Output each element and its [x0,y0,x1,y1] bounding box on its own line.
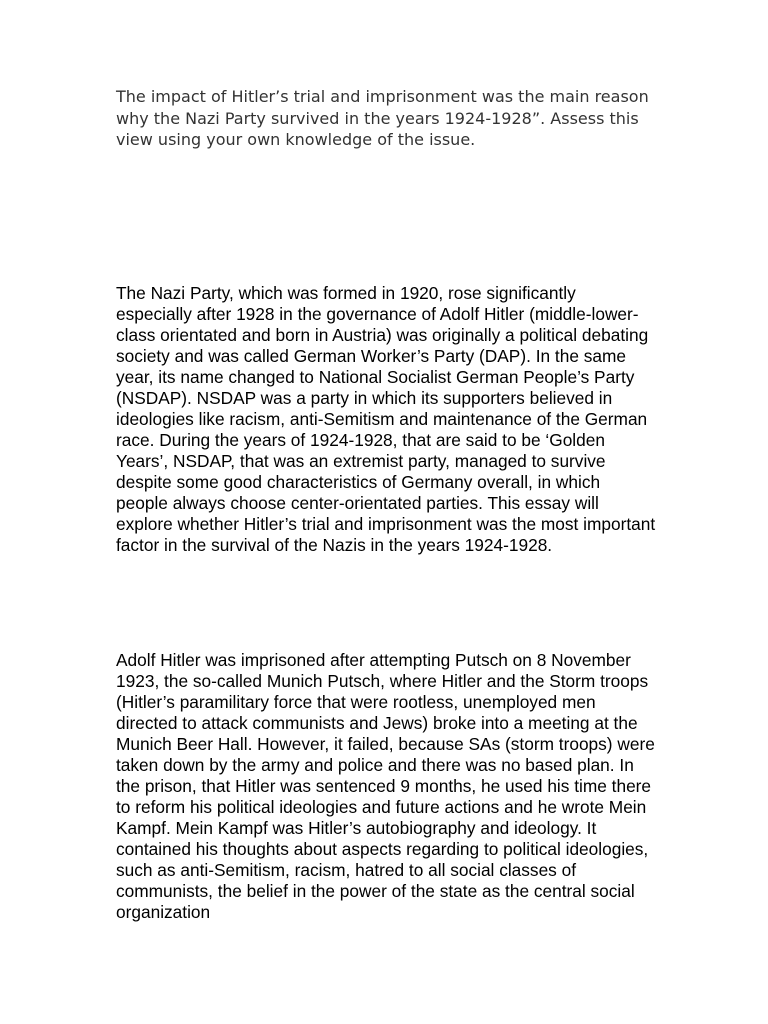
paragraph-introduction: The Nazi Party, which was formed in 1920, rose significantly especially after 1928 in the governance of Adolf Hitler (middle-lower-class orientated and born in Austria) was originally a political debating society and was called German Worker’s Party (DAP). In the same year, its name changed to National Socialist German People’s Party (NSDAP). NSDAP was a party in which its supporters believed in ideologies like racism, anti-Semitism and maintenance of the German race. During the years of 1924-1928, that are said to be ‘Golden Years’, NSDAP, that was an extremist party, managed to survive despite some good characteristics of Germany overall, in which people always choose center-orientated parties. This essay will explore whether Hitler’s trial and imprisonment was the most important factor in the survival of the Nazis in the years 1924-1928. [116,283,656,555]
essay-question: The impact of Hitler’s trial and imprisonment was the main reason why the Nazi Party survived in the years 1924-1928”. Assess this view using your own knowledge of the issue. [116,87,649,149]
paragraph-imprisonment: Adolf Hitler was imprisoned after attempting Putsch on 8 November 1923, the so-called Munich Putsch, where Hitler and the Storm troops (Hitler’s paramilitary force that were rootless, unemployed men directed to attack communists and Jews) broke into a meeting at the Munich Beer Hall. However, it failed, because SAs (storm troops) were taken down by the army and police and there was no based plan. In the prison, that Hitler was sentenced 9 months, he used his time there to reform his political ideologies and future actions and he wrote Mein Kampf. Mein Kampf was Hitler’s autobiography and ideology. It contained his thoughts about aspects regarding to political ideologies, such as anti-Semitism, racism, hatred to all social classes of communists, the belief in the power of the state as the central social organization [116,650,655,922]
